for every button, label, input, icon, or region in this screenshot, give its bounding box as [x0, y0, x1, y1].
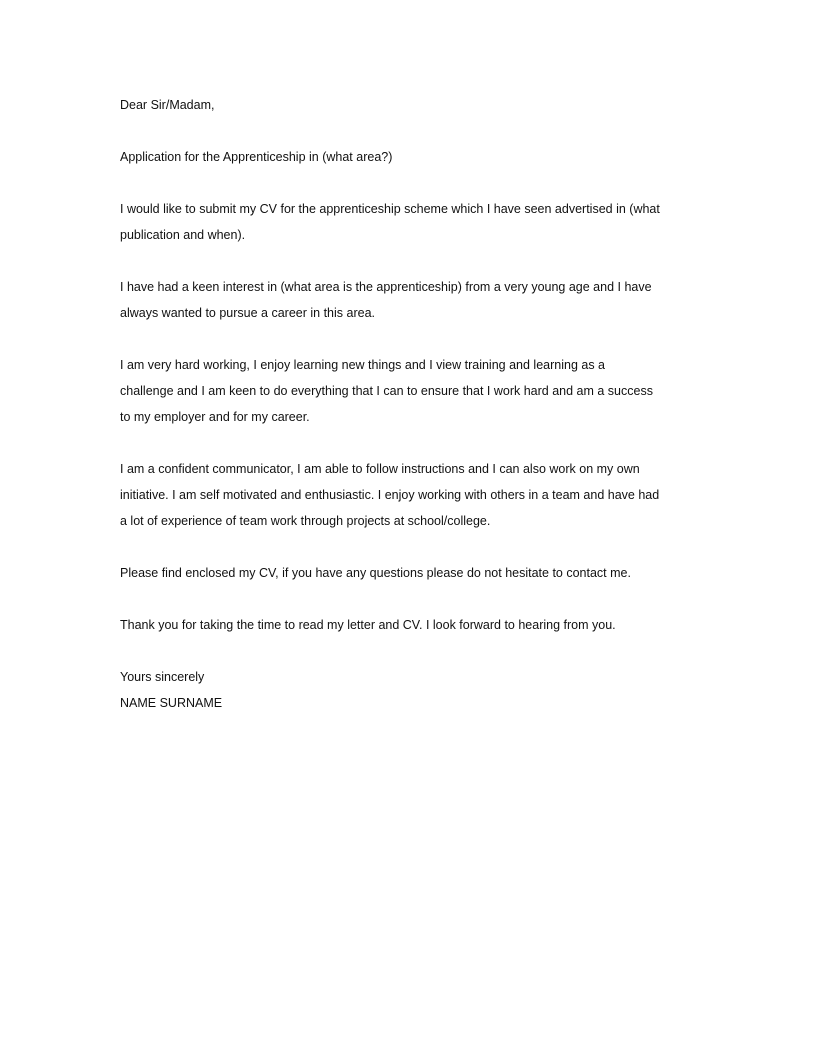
closing-line: Yours sincerely [120, 670, 205, 684]
paragraph-thanks: Thank you for taking the time to read my letter and CV. I look forward to hearing from you. [120, 618, 616, 632]
paragraph-enclosure: Please find enclosed my CV, if you have any questions please do not hesitate to contact me. [120, 566, 631, 580]
paragraph-work-ethic: I am very hard working, I enjoy learning new things and I view training and learning as a challenge and I am keen to do everything that I can to ensure that I work hard and am a success to my employer and for my career. [120, 358, 653, 424]
subject-line: Application for the Apprenticeship in (what area?) [120, 150, 393, 164]
paragraph-communication: I am a confident communicator, I am able to follow instructions and I can also work on my own initiative. I am self motivated and enthusiastic. I enjoy working with others in a team and have had a lot of experience of team work through projects at school/college. [120, 462, 660, 528]
cover-letter [120, 92, 696, 716]
paragraph-cv-submission: I would like to submit my CV for the apprenticeship scheme which I have seen advertised in (what publication and when). [120, 202, 660, 242]
salutation: Dear Sir/Madam, [120, 98, 215, 112]
paragraph-interest: I have had a keen interest in (what area is the apprenticeship) from a very young age and I have always wanted to pursue a career in this area. [120, 280, 652, 320]
signature-name: NAME SURNAME [120, 696, 223, 710]
